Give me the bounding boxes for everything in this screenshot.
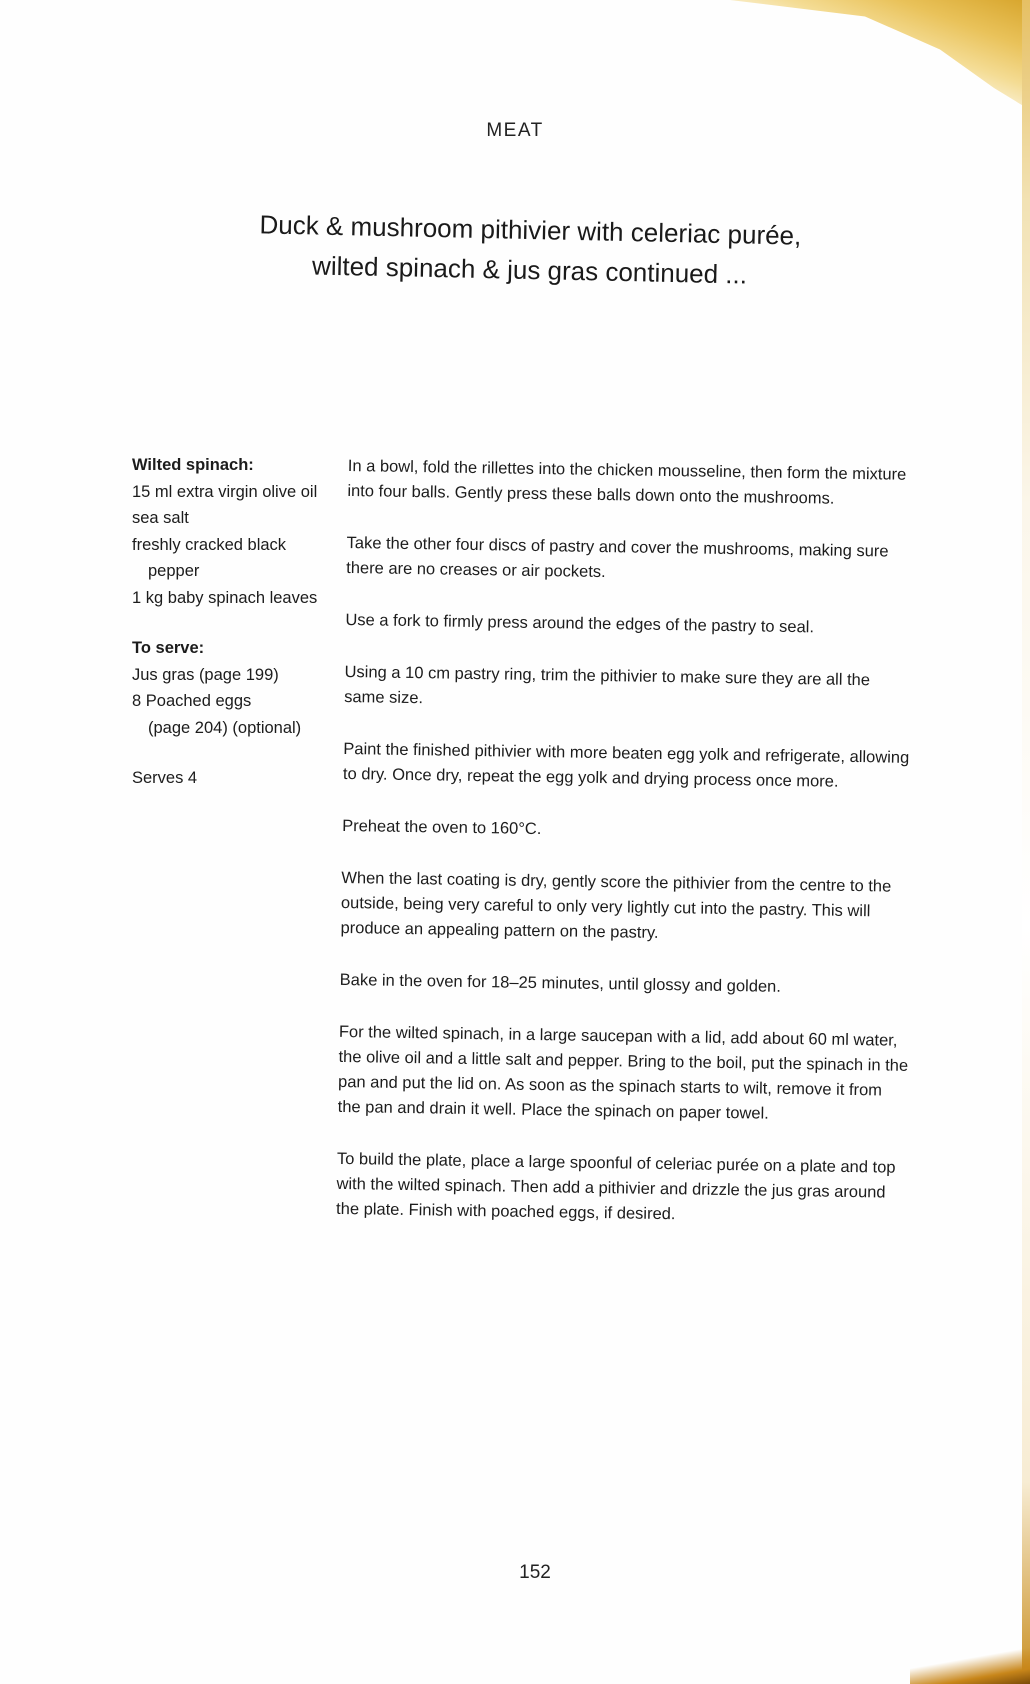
method-step: Use a fork to firmly press around the edges of the pastry to seal. — [345, 610, 815, 637]
method-step: When the last coating is dry, gently score the pithivier from the centre to the outside, being very careful to only very lightly cut into the pastry. This will produce an appealing pattern on the pastry. — [340, 868, 892, 942]
ingredient-item: freshly cracked black — [132, 535, 287, 554]
method-step: In a bowl, fold the rillettes into the chicken mousseline, then form the mixture into four balls. Gently press these balls down onto the mushrooms. — [347, 456, 907, 508]
to-serve-heading: To serve: — [132, 639, 205, 657]
page-edge-top — [730, 0, 1030, 110]
ingredient-item: 15 ml extra virgin olive oil — [132, 482, 318, 501]
serving-item: 8 Poached eggs — [132, 692, 252, 710]
section-label: MEAT — [486, 120, 544, 141]
page-edge-bottom — [910, 1644, 1030, 1684]
method-step: Bake in the oven for 18–25 minutes, until glossy and golden. — [339, 970, 782, 996]
serving-item: Jus gras (page 199) — [132, 665, 279, 684]
recipe-title — [249, 204, 811, 296]
ingredient-item: pepper — [148, 562, 200, 580]
serving-item: (page 204) (optional) — [148, 718, 302, 737]
ingredient-item: sea salt — [132, 509, 189, 527]
page-edge-right — [1022, 0, 1030, 1684]
ingredient-item: 1 kg baby spinach leaves — [132, 588, 318, 607]
method-step: Using a 10 cm pastry ring, trim the pithivier to make sure they are all the same size. — [344, 662, 871, 708]
method-step: Preheat the oven to 160°C. — [342, 816, 542, 839]
method-step: Paint the finished pithivier with more beaten egg yolk and refrigerate, allowing to dry. Once dry, repeat the egg yolk and drying process once more. — [342, 739, 910, 791]
wilted-spinach-heading: Wilted spinach: — [132, 456, 254, 474]
method-step: Take the other four discs of pastry and cover the mushrooms, making sure there are no creases or air pockets. — [346, 533, 889, 582]
recipe-title-line-2: wilted spinach & jus gras continued ... — [311, 250, 748, 290]
spacer — [132, 611, 332, 635]
ingredients-column — [132, 452, 332, 792]
recipe-title-line-1: Duck & mushroom pithivier with celeriac purée, — [259, 209, 802, 251]
method-step: For the wilted spinach, in a large saucepan with a lid, add about 60 ml water, the olive oil and a little salt and pepper. Bring to the boil, put the spinach in the pan and put the lid on. As soon as the spinach starts to wilt, remove it from the pan and drain it well. Place the spinach on paper towel. — [337, 1022, 909, 1123]
spacer — [132, 741, 332, 765]
serves-count: Serves 4 — [132, 769, 198, 787]
page-number: 152 — [519, 1562, 551, 1583]
method-column — [336, 454, 918, 1258]
method-step: To build the plate, place a large spoonful of celeriac purée on a plate and top with the wilted spinach. Then add a pithivier and drizzle the jus gras around the plate. Finish with poached eggs, if desired. — [335, 1149, 896, 1224]
